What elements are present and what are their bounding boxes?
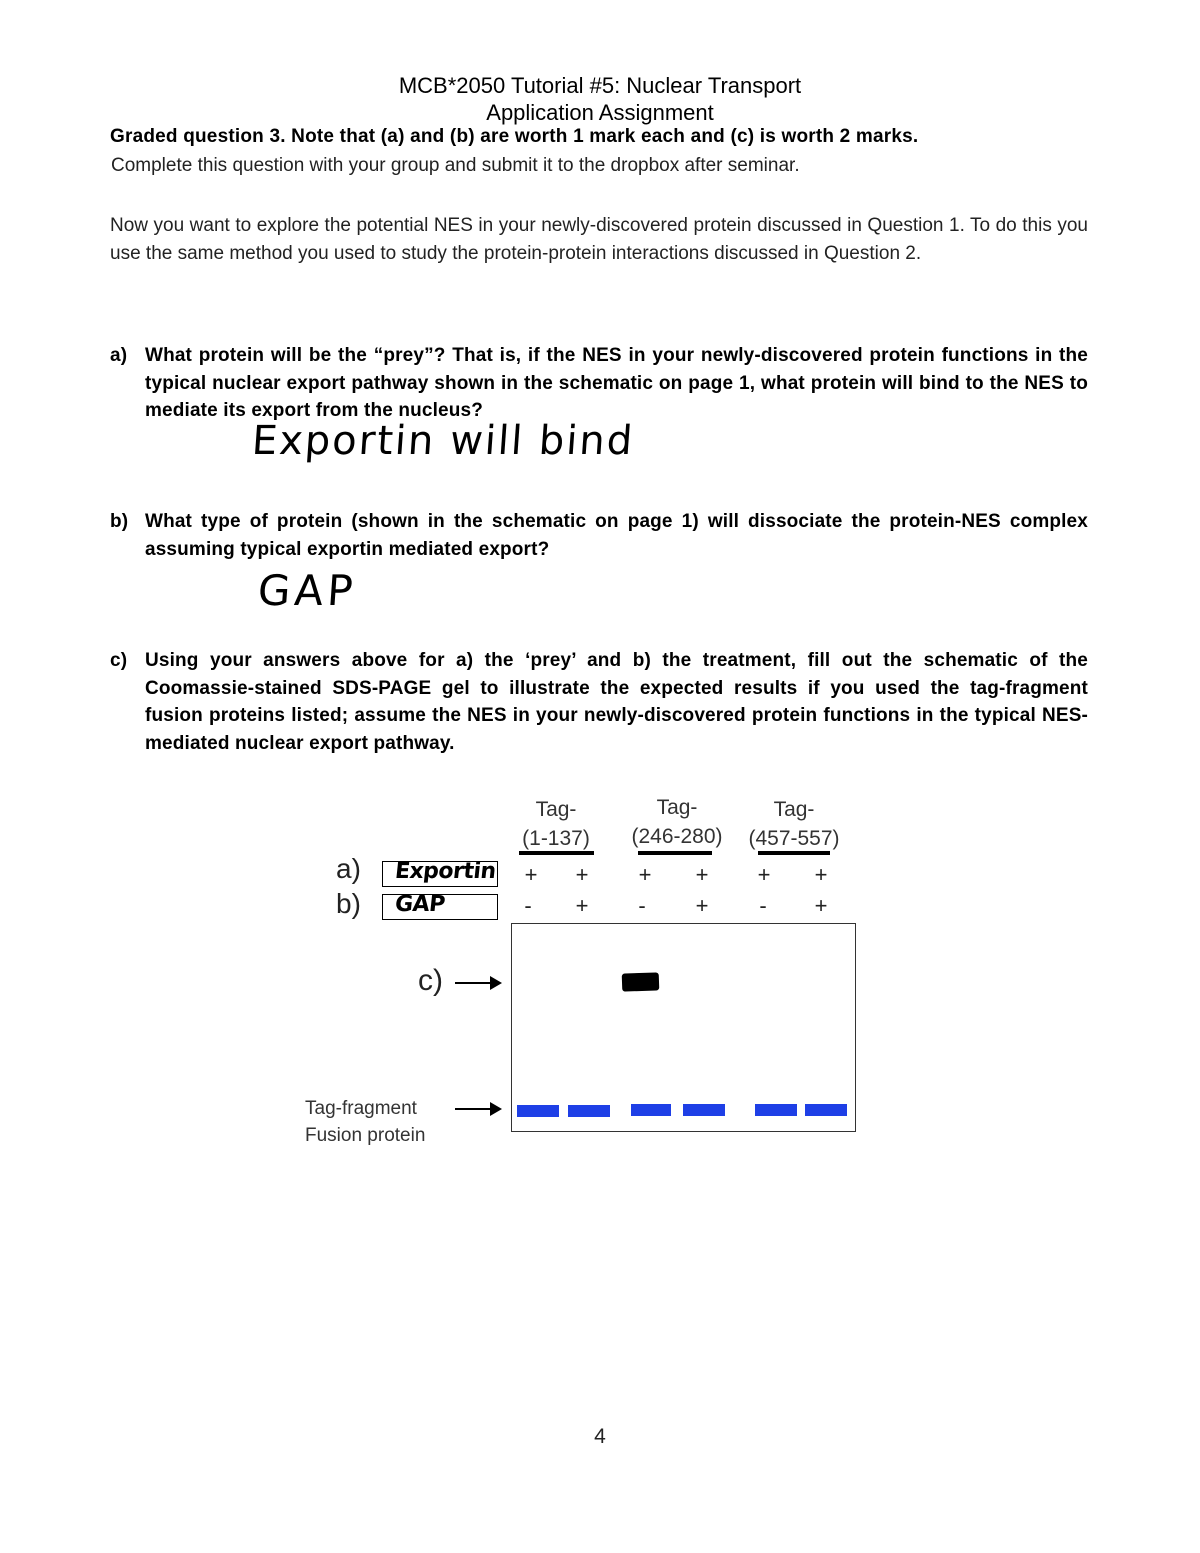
question-c-text: Using your answers above for a) the ‘prey’ and b) the treatment, fill out the schematic of the Coomassie-stained SDS-PAGE gel to illustrate the expected results if you used the tag-fragment fusion proteins listed; assume the NES in your newly-discovered protein functions in the typical NES-mediated nuclear export pathway.: [145, 650, 1088, 754]
row-a-answer: Exportin: [393, 859, 497, 884]
question-b-label: b): [110, 511, 129, 532]
lane-header-3: Tag- (457-557): [748, 798, 840, 850]
row-a-sign: +: [757, 862, 771, 887]
question-c-label: c): [110, 650, 128, 671]
answer-b-handwritten: GAP: [256, 566, 359, 615]
question-b-text: What type of protein (shown in the schematic on page 1) will dissociate the protein-NES complex assuming typical exportin mediated export?: [145, 511, 1088, 560]
fusion-protein-label: Tag-fragment Fusion protein: [305, 1098, 426, 1146]
fusion-protein-band: [568, 1105, 610, 1117]
graded-note: Graded question 3. Note that (a) and (b) are worth 1 mark each and (c) is worth 2 marks.: [110, 126, 919, 147]
row-a-sign: +: [575, 862, 589, 887]
question-b: [110, 508, 1088, 563]
fusion-protein-band: [755, 1104, 797, 1116]
lane-group-bar: [638, 851, 712, 855]
row-c-label: c): [418, 964, 443, 997]
lane-header-1: Tag- (1-137): [522, 798, 590, 850]
intro-paragraph: Now you want to explore the potential NES in your newly-discovered protein discussed in Question 1. To do this you use the same method you used to study the protein-protein interactions discussed in Question 2.: [110, 215, 1088, 264]
lane-group-bar: [758, 851, 830, 855]
row-b-answer-box[interactable]: [382, 894, 498, 920]
row-b-answer: GAP: [393, 892, 447, 917]
question-c: [110, 647, 1088, 757]
row-b-sign: +: [814, 893, 828, 918]
fusion-protein-band: [805, 1104, 847, 1116]
exportin-band-handdrawn: [622, 972, 660, 991]
row-a-sign: +: [638, 862, 652, 887]
arrow-right-icon: [455, 982, 500, 984]
question-a: [110, 342, 1088, 425]
question-a-text: What protein will be the “prey”? That is, if the NES in your newly-discovered protein functions in the typical nuclear export pathway shown in the schematic on page 1, what protein will bind to the NES to mediate its export from the nucleus?: [145, 345, 1088, 421]
row-b-sign: +: [695, 893, 709, 918]
submission-instructions: Complete this question with your group and submit it to the dropbox after seminar.: [111, 155, 800, 176]
lane-group-bar: [519, 851, 594, 855]
row-a-sign: +: [695, 862, 709, 887]
row-a-sign: +: [524, 862, 538, 887]
row-b-sign: -: [638, 893, 646, 918]
arrow-right-icon: [455, 1108, 500, 1110]
question-a-label: a): [110, 345, 128, 366]
document-title: MCB*2050 Tutorial #5: Nuclear Transport: [398, 73, 802, 98]
row-a-answer-box[interactable]: [382, 861, 498, 887]
answer-a-handwritten: Exportin will bind: [250, 418, 636, 464]
gel-box[interactable]: [511, 923, 856, 1132]
page-number: 4: [594, 1425, 606, 1448]
row-b-sign: -: [524, 893, 532, 918]
document-subtitle: Application Assignment: [486, 100, 714, 125]
row-a-sign: +: [814, 862, 828, 887]
row-b-sign: -: [759, 893, 767, 918]
row-b-sign: +: [575, 893, 589, 918]
lane-header-2: Tag- (246-280): [631, 796, 723, 848]
row-b-label: b): [336, 888, 361, 919]
fusion-protein-band: [517, 1105, 559, 1117]
fusion-protein-band: [683, 1104, 725, 1116]
fusion-protein-band: [631, 1104, 671, 1116]
row-a-label: a): [336, 853, 361, 884]
